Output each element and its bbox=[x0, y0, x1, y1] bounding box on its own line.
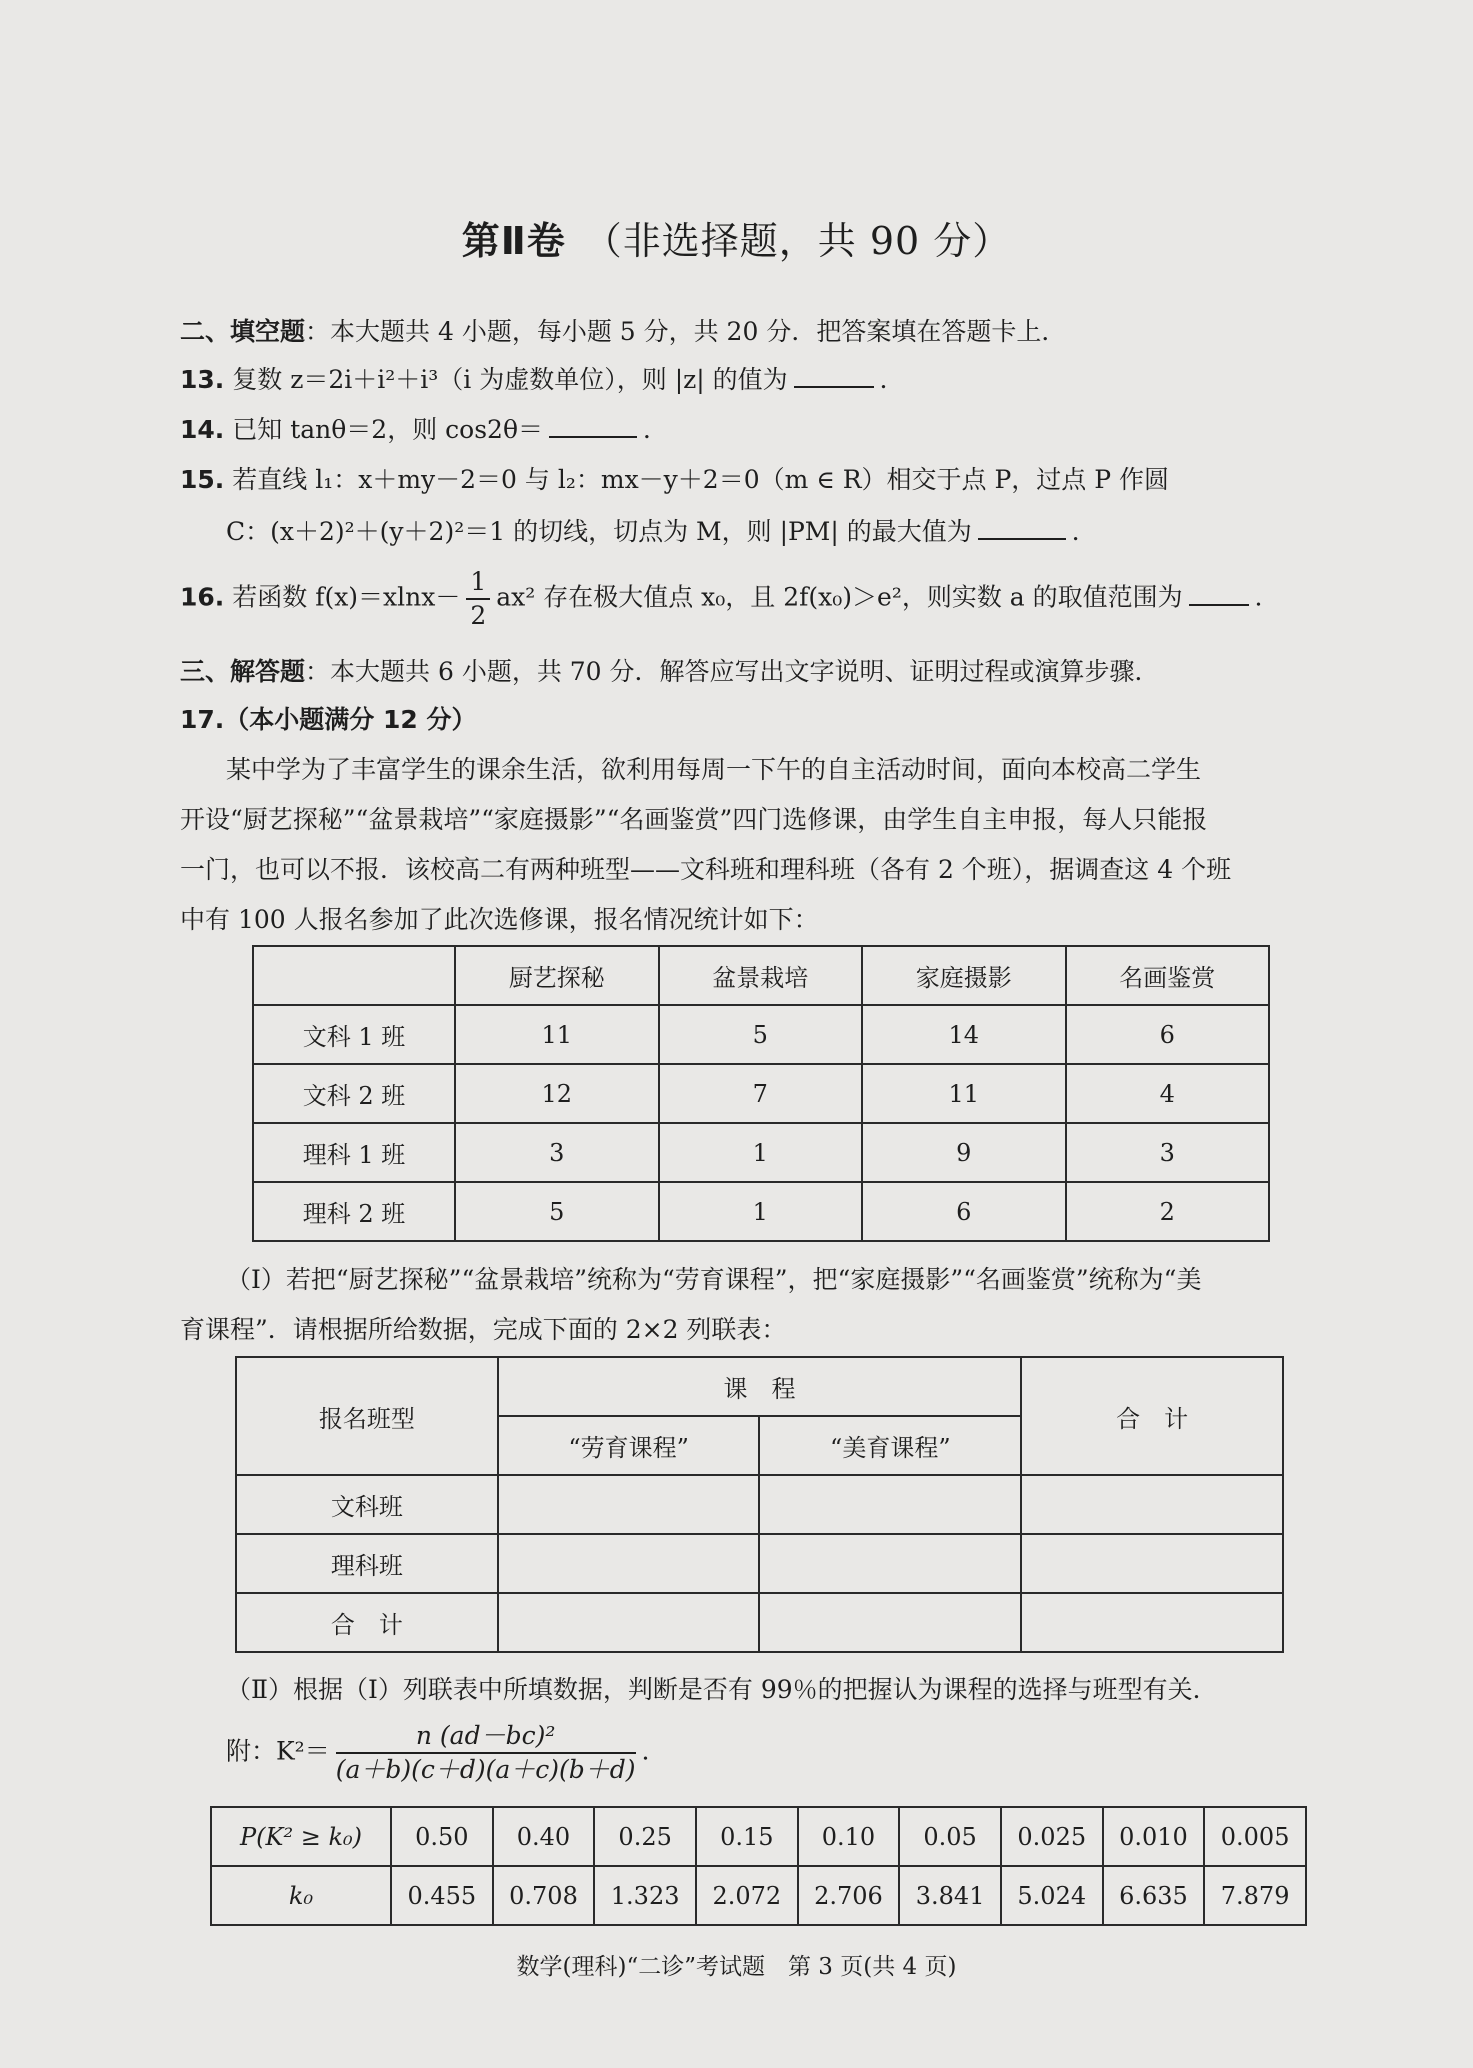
table-cell: 11 bbox=[862, 1064, 1066, 1123]
q15-answer-blank[interactable] bbox=[978, 516, 1066, 540]
critical-row-label: k₀ bbox=[211, 1866, 391, 1925]
part1-text-2: 育课程”．请根据所给数据，完成下面的 2×2 列联表： bbox=[180, 1315, 787, 1344]
q14-answer-blank[interactable] bbox=[549, 414, 637, 438]
question-14 bbox=[180, 410, 668, 446]
table-header-row bbox=[253, 946, 1269, 1005]
table-header-cell: 家庭摄影 bbox=[862, 946, 1066, 1005]
q16-text-pre: 若函数 f(x)＝xlnx－ bbox=[232, 582, 461, 612]
formula-denominator: (a＋b)(c＋d)(a＋c)(b＋d) bbox=[335, 1755, 636, 1784]
contingency-corner: 报名班型 bbox=[236, 1357, 498, 1475]
table-cell: 理科 1 班 bbox=[253, 1123, 455, 1182]
table-cell: 0.40 bbox=[493, 1807, 595, 1866]
q14-number: 14. bbox=[180, 415, 225, 444]
q13-number: 13. bbox=[180, 365, 225, 394]
part2-heading bbox=[180, 312, 1066, 348]
table-header-cell bbox=[253, 946, 455, 1005]
table-row bbox=[236, 1593, 1283, 1652]
table-row bbox=[236, 1475, 1283, 1534]
question-13 bbox=[180, 360, 905, 396]
table-row bbox=[253, 1005, 1269, 1064]
table-cell: 6 bbox=[1066, 1005, 1270, 1064]
contingency-row-label: 文科班 bbox=[236, 1475, 498, 1534]
table-header-cell: 名画鉴赏 bbox=[1066, 946, 1270, 1005]
formula-numerator: n (ad－bc)² bbox=[336, 1720, 636, 1754]
q16-number: 16. bbox=[180, 582, 225, 612]
contingency-table bbox=[235, 1356, 1284, 1653]
table-row bbox=[236, 1534, 1283, 1593]
table-cell: 文科 1 班 bbox=[253, 1005, 455, 1064]
table-row bbox=[211, 1866, 1306, 1925]
table-cell: 9 bbox=[862, 1123, 1066, 1182]
contingency-blank-cell[interactable] bbox=[759, 1475, 1021, 1534]
table-cell: 1.323 bbox=[594, 1866, 696, 1925]
contingency-col-header: “美育课程” bbox=[759, 1416, 1021, 1475]
table-cell: 0.708 bbox=[493, 1866, 595, 1925]
table-cell: 0.05 bbox=[899, 1807, 1001, 1866]
q17-para-4: 中有 100 人报名参加了此次选修课，报名情况统计如下： bbox=[180, 905, 819, 934]
section-title-sub: （非选择题，共 90 分） bbox=[583, 219, 1012, 263]
table-cell: 6.635 bbox=[1103, 1866, 1205, 1925]
part2-label: 二、填空题 bbox=[180, 317, 306, 346]
enrollment-table bbox=[252, 945, 1270, 1242]
table-cell: 0.10 bbox=[798, 1807, 900, 1866]
table-row bbox=[253, 1064, 1269, 1123]
q16-text-post: ax² 存在极大值点 x₀，且 2f(x₀)＞e²，则实数 a 的取值范围为 bbox=[496, 582, 1183, 612]
table-header-cell: 盆景栽培 bbox=[659, 946, 863, 1005]
contingency-blank-cell[interactable] bbox=[1021, 1593, 1283, 1652]
table-cell: 0.50 bbox=[391, 1807, 493, 1866]
table-cell: 3.841 bbox=[899, 1866, 1001, 1925]
table-cell: 6 bbox=[862, 1182, 1066, 1241]
formula-dot: ． bbox=[641, 1736, 667, 1766]
section-title-main: 第Ⅱ卷 bbox=[461, 219, 566, 263]
table-cell: 2.072 bbox=[696, 1866, 798, 1925]
part3-desc: ：本大题共 6 小题，共 70 分．解答应写出文字说明、证明过程或演算步骤． bbox=[305, 657, 1160, 686]
critical-value-table bbox=[210, 1806, 1307, 1926]
table-cell: 0.005 bbox=[1204, 1807, 1306, 1866]
table-cell: 5 bbox=[455, 1182, 659, 1241]
contingency-blank-cell[interactable] bbox=[498, 1534, 760, 1593]
question-15-line2 bbox=[226, 512, 1097, 548]
table-cell: 1 bbox=[659, 1182, 863, 1241]
q16-frac-num: 1 bbox=[466, 566, 490, 600]
q16-frac-den: 2 bbox=[470, 601, 487, 630]
contingency-row-label: 合 计 bbox=[236, 1593, 498, 1652]
table-row bbox=[253, 1182, 1269, 1241]
contingency-group-header: 课 程 bbox=[498, 1357, 1021, 1416]
contingency-blank-cell[interactable] bbox=[1021, 1475, 1283, 1534]
q16-dot: ． bbox=[1254, 582, 1280, 612]
contingency-row-label: 理科班 bbox=[236, 1534, 498, 1593]
q14-dot: ． bbox=[643, 415, 669, 444]
question-16 bbox=[180, 566, 1280, 632]
table-cell: 2 bbox=[1066, 1182, 1270, 1241]
formula-label: 附：K²＝ bbox=[226, 1736, 330, 1766]
q14-text: 已知 tanθ＝2，则 cos2θ＝ bbox=[232, 415, 543, 444]
contingency-total-header: 合 计 bbox=[1021, 1357, 1283, 1475]
part3-label: 三、解答题 bbox=[180, 657, 306, 686]
table-header-cell: 厨艺探秘 bbox=[455, 946, 659, 1005]
part1-text-1: （Ⅰ）若把“厨艺探秘”“盆景栽培”统称为“劳育课程”，把“家庭摄影”“名画鉴赏”统称为“美 bbox=[226, 1265, 1202, 1294]
table-cell: 1 bbox=[659, 1123, 863, 1182]
q13-dot: ． bbox=[879, 365, 905, 394]
q17-para-1: 某中学为了丰富学生的课余生活，欲利用每周一下午的自主活动时间，面向本校高二学生 bbox=[226, 755, 1202, 784]
table-cell: 7 bbox=[659, 1064, 863, 1123]
q16-fraction bbox=[466, 566, 490, 632]
formula bbox=[226, 1720, 667, 1786]
table-cell: 0.010 bbox=[1103, 1807, 1205, 1866]
q15-dot: ． bbox=[1071, 517, 1097, 546]
q15-number: 15. bbox=[180, 465, 225, 494]
table-cell: 理科 2 班 bbox=[253, 1182, 455, 1241]
table-cell: 11 bbox=[455, 1005, 659, 1064]
table-cell: 4 bbox=[1066, 1064, 1270, 1123]
q17-para-3: 一门，也可以不报．该校高二有两种班型——文科班和理科班（各有 2 个班），据调查这 4 个班 bbox=[180, 855, 1232, 884]
table-cell: 0.25 bbox=[594, 1807, 696, 1866]
table-cell: 14 bbox=[862, 1005, 1066, 1064]
q17-para-2: 开设“厨艺探秘”“盆景栽培”“家庭摄影”“名画鉴赏”四门选修课，由学生自主申报，每人只能报 bbox=[180, 805, 1208, 834]
contingency-blank-cell[interactable] bbox=[498, 1475, 760, 1534]
formula-fraction bbox=[336, 1720, 636, 1786]
part2-desc: ：本大题共 4 小题，每小题 5 分，共 20 分．把答案填在答题卡上． bbox=[305, 317, 1067, 346]
page-footer: 数学(理科)“二诊”考试题 第 3 页(共 4 页) bbox=[516, 1954, 957, 1980]
q16-answer-blank[interactable] bbox=[1189, 582, 1249, 606]
q17-heading: 17.（本小题满分 12 分） bbox=[180, 705, 477, 734]
table-cell: 7.879 bbox=[1204, 1866, 1306, 1925]
contingency-blank-cell[interactable] bbox=[759, 1593, 1021, 1652]
contingency-blank-cell[interactable] bbox=[759, 1534, 1021, 1593]
table-cell: 0.15 bbox=[696, 1807, 798, 1866]
part3-heading bbox=[180, 652, 1160, 688]
table-cell: 5 bbox=[659, 1005, 863, 1064]
contingency-col-header: “劳育课程” bbox=[498, 1416, 760, 1475]
table-cell: 文科 2 班 bbox=[253, 1064, 455, 1123]
table-cell: 3 bbox=[455, 1123, 659, 1182]
table-cell: 3 bbox=[1066, 1123, 1270, 1182]
critical-row-label: P(K² ≥ k₀) bbox=[211, 1807, 391, 1866]
q13-text: 复数 z＝2i＋i²＋i³（i 为虚数单位），则 |z| 的值为 bbox=[232, 365, 788, 394]
table-cell: 0.025 bbox=[1001, 1807, 1103, 1866]
question-15-line1 bbox=[180, 460, 1169, 496]
contingency-blank-cell[interactable] bbox=[498, 1593, 760, 1652]
table-cell: 2.706 bbox=[798, 1866, 900, 1925]
part2-text: （Ⅱ）根据（Ⅰ）列联表中所填数据，判断是否有 99％的把握认为课程的选择与班型有关． bbox=[226, 1675, 1218, 1704]
table-cell: 5.024 bbox=[1001, 1866, 1103, 1925]
table-cell: 0.455 bbox=[391, 1866, 493, 1925]
table-cell: 12 bbox=[455, 1064, 659, 1123]
table-row bbox=[253, 1123, 1269, 1182]
table-row bbox=[211, 1807, 1306, 1866]
contingency-blank-cell[interactable] bbox=[1021, 1534, 1283, 1593]
q15-text-1: 若直线 l₁：x＋my－2＝0 与 l₂：mx－y＋2＝0（m ∈ R）相交于点 P，过点 P 作圆 bbox=[232, 465, 1170, 494]
section-title bbox=[0, 210, 1473, 265]
q15-text-2: C：(x＋2)²＋(y＋2)²＝1 的切线，切点为 M，则 |PM| 的最大值为 bbox=[226, 517, 972, 546]
q13-answer-blank[interactable] bbox=[794, 364, 874, 388]
